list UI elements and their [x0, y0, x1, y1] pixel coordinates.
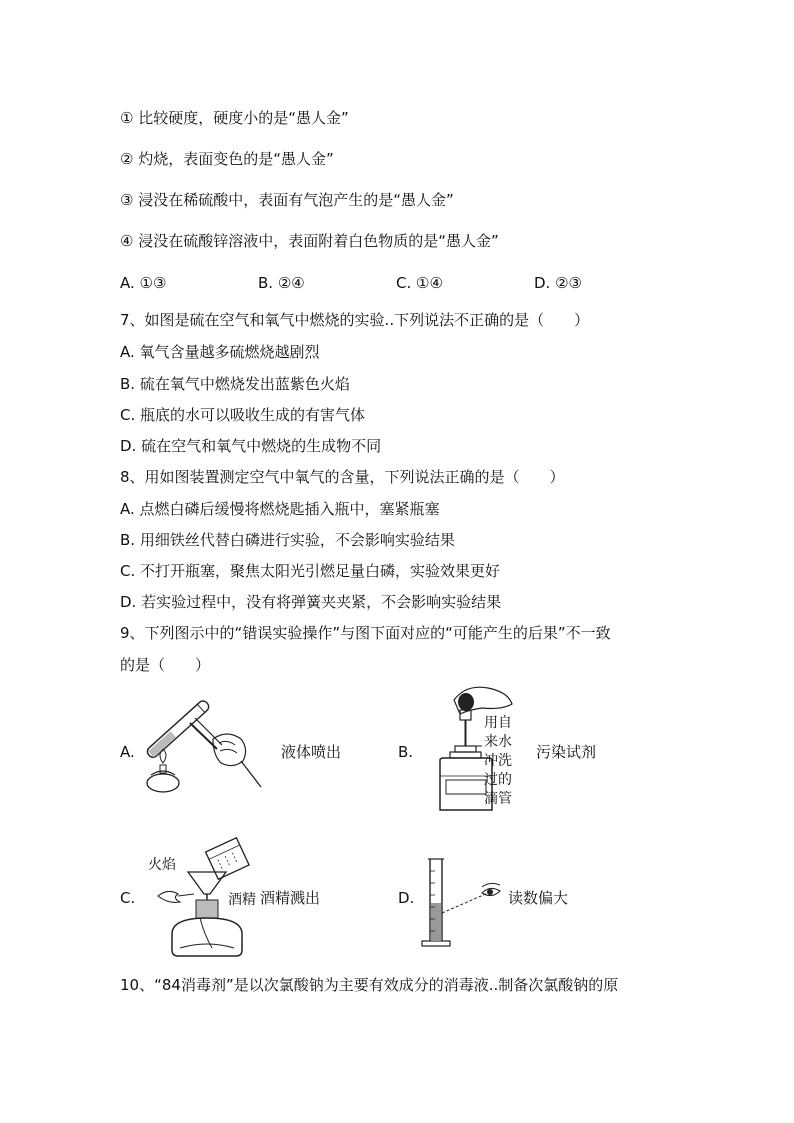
q8-option-c: C. 不打开瓶塞，聚焦太阳光引燃足量白磷，实验效果更好: [120, 562, 501, 580]
q6-statement-3: ③ 浸没在稀硫酸中，表面有气泡产生的是“愚人金”: [120, 191, 454, 209]
q9-figure-b-label-5: 滴管: [484, 791, 512, 807]
q6-statement-1: ① 比较硬度，硬度小的是“愚人金”: [120, 109, 349, 127]
q9-figure-b-result: 污染试剂: [536, 743, 597, 761]
q9-figure-b-label-1: 用自: [484, 715, 512, 731]
q9-figure-b-label-4: 过的: [484, 772, 512, 788]
q9-figure-a-heating-test-tube-illustration: [145, 705, 270, 800]
q10-stem: 10、“84消毒剂”是以次氯酸钠为主要有效成分的消毒液..制备次氯酸钠的原: [120, 976, 619, 994]
q9-figure-c-result: 酒精溅出: [260, 889, 321, 907]
q9-figure-c-alcohol-label: 酒精: [228, 892, 256, 908]
q9-figure-d-letter: D.: [398, 889, 415, 907]
q9-figure-b-letter: B.: [398, 743, 414, 761]
q9-figure-c-alcohol-lamp-illustration: [150, 838, 275, 963]
q6-option-b: B. ②④: [258, 274, 305, 292]
q9-figure-d-result: 读数偏大: [508, 889, 569, 907]
q8-option-b: B. 用细铁丝代替白磷进行实验，不会影响实验结果: [120, 531, 455, 549]
q8-stem: 8、用如图装置测定空气中氧气的含量，下列说法正确的是（ ）: [120, 468, 565, 486]
q8-option-d: D. 若实验过程中，没有将弹簧夹夹紧，不会影响实验结果: [120, 593, 502, 611]
q9-figure-c-flame-label: 火焰: [148, 857, 176, 873]
q7-option-c: C. 瓶底的水可以吸收生成的有害气体: [120, 406, 366, 424]
q7-option-a: A. 氧气含量越多硫燃烧越剧烈: [120, 343, 320, 361]
q6-statement-4: ④ 浸没在硫酸锌溶液中，表面附着白色物质的是“愚人金”: [120, 232, 499, 250]
q9-figure-c-letter: C.: [120, 889, 136, 907]
q6-option-a: A. ①③: [120, 274, 167, 292]
q9-figure-b-label-3: 冲洗: [484, 753, 512, 769]
q7-option-b: B. 硫在氧气中燃烧发出蓝紫色火焰: [120, 375, 350, 393]
q9-figure-a-letter: A.: [120, 743, 135, 761]
q7-stem: 7、如图是硫在空气和氧气中燃烧的实验..下列说法不正确的是（ ）: [120, 311, 590, 329]
q9-figure-b-label-2: 来水: [484, 734, 512, 750]
q9-figure-a-result: 液体喷出: [281, 743, 342, 761]
q9-stem-line-1: 9、下列图示中的“错误实验操作”与图下面对应的“可能产生的后果”不一致: [120, 624, 611, 642]
q6-option-d: D. ②③: [534, 274, 582, 292]
q6-option-c: C. ①④: [396, 274, 443, 292]
q7-option-d: D. 硫在空气和氧气中燃烧的生成物不同: [120, 437, 382, 455]
q9-stem-line-2: 的是（ ）: [120, 656, 211, 674]
q8-option-a: A. 点燃白磷后缓慢将燃烧匙插入瓶中，塞紧瓶塞: [120, 500, 440, 518]
q9-figure-d-graduated-cylinder-illustration: [420, 855, 510, 950]
q6-statement-2: ② 灼烧，表面变色的是“愚人金”: [120, 150, 334, 168]
